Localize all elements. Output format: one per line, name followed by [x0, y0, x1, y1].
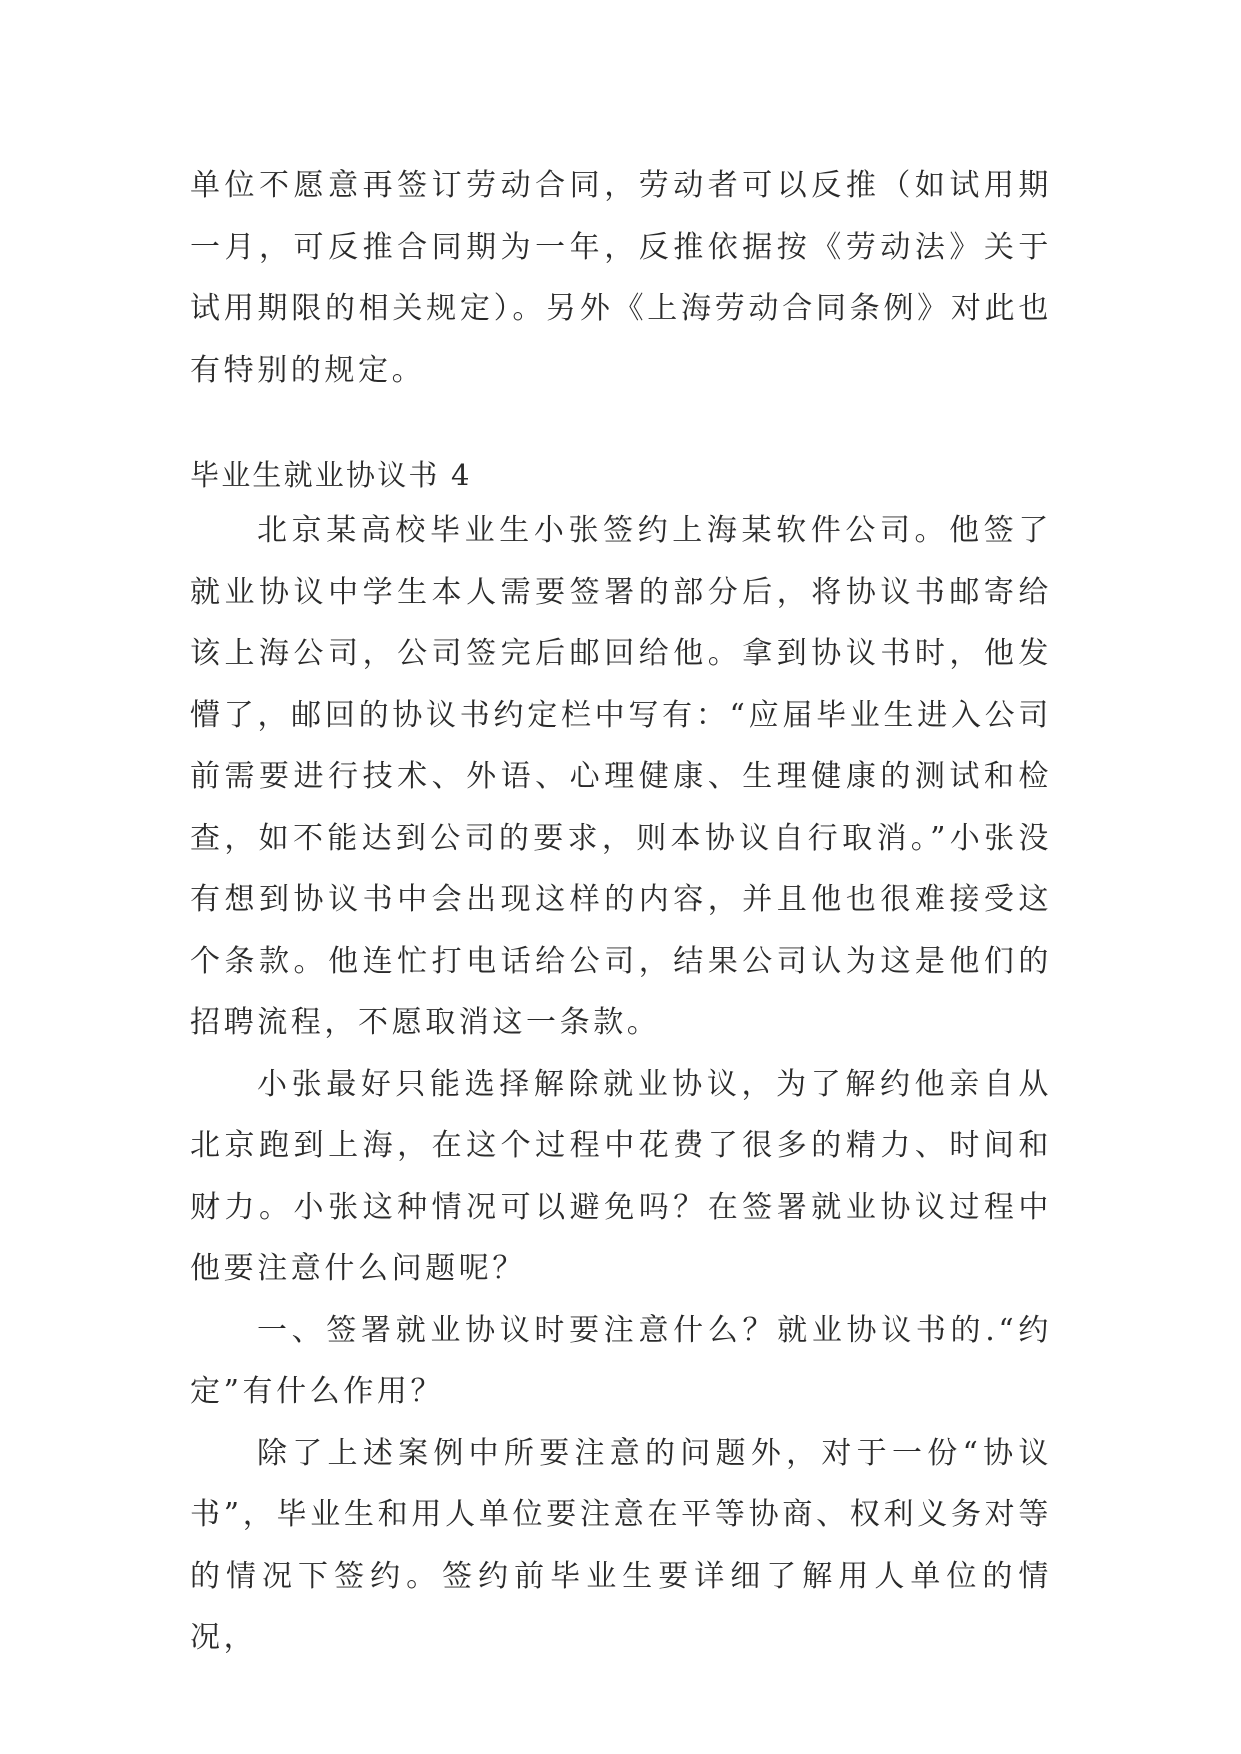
- body-text: [190, 500, 1052, 1669]
- continuation-block: [190, 155, 1052, 401]
- section-title: 毕业生就业协议书 4: [190, 458, 472, 492]
- paragraph-question: 小张最好只能选择解除就业协议，为了解约他亲自从北京跑到上海，在这个过程中花费了很多的精力、时间和财力。小张这种情况可以避免吗？在签署就业协议过程中他要注意什么问题呢？: [190, 1066, 1052, 1286]
- paragraph-case: 北京某高校毕业生小张签约上海某软件公司。他签了就业协议中学生本人需要签署的部分后，将协议书邮寄给该上海公司，公司签完后邮回给他。拿到协议书时，他发懵了，邮回的协议书约定栏中写有：“应届毕业生进入公司前需要进行技术、外语、心理健康、生理健康的测试和检查，如不能达到公司的要求，则本协议自行取消。”小张没有想到协议书中会出现这样的内容，并且他也很难接受这个条款。他连忙打电话给公司，结果公司认为这是他们的招聘流程，不愿取消这一条款。: [190, 513, 1052, 1040]
- paragraph-advice: 除了上述案例中所要注意的问题外，对于一份“协议书”，毕业生和用人单位要注意在平等协商、权利义务对等的情况下签约。签约前毕业生要详细了解用人单位的情况，: [190, 1435, 1052, 1655]
- continuation-paragraph: 单位不愿意再签订劳动合同，劳动者可以反推（如试用期一月，可反推合同期为一年，反推依据按《劳动法》关于试用期限的相关规定）。另外《上海劳动合同条例》对此也有特别的规定。: [190, 168, 1052, 388]
- paragraph-subheading: 一、签署就业协议时要注意什么？就业协议书的.“约定”有什么作用？: [190, 1312, 1052, 1409]
